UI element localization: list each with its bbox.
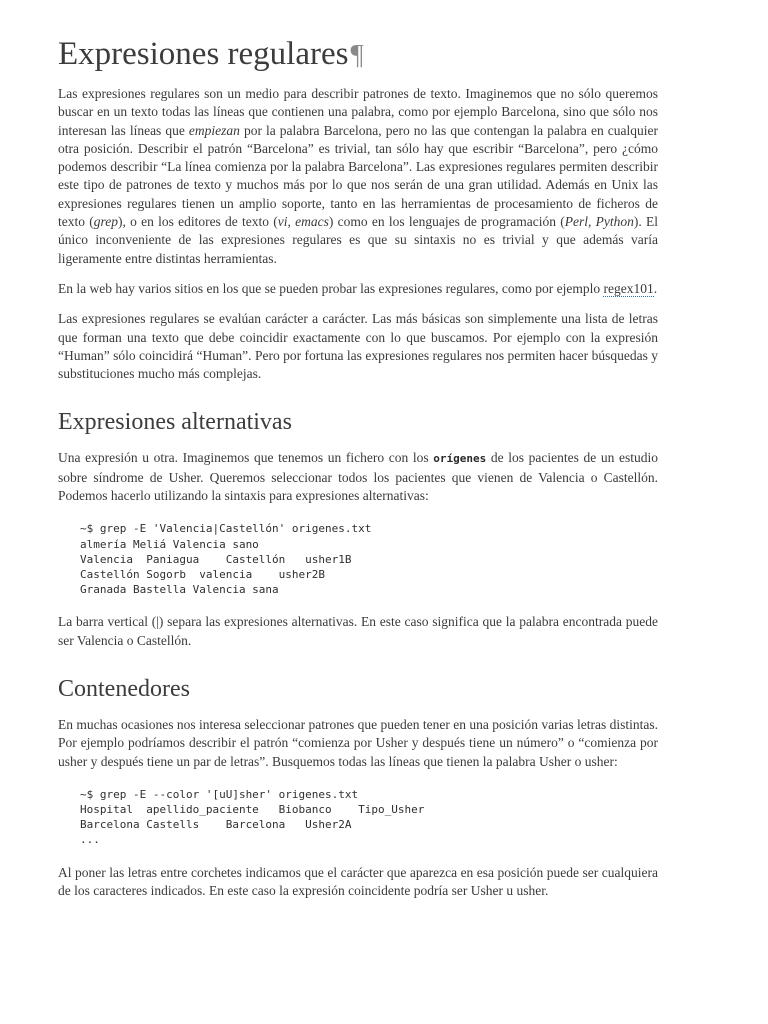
intro-paragraph-3: Las expresiones regulares se evalúan carácter a carácter. Las más básicas son simplemente una lista de letras que forman una texto que debe coincidir exactamente con lo que buscamos. Por ejemplo con la expresión “Human” sólo coincidirá “Human”. Pero por fortuna las expresiones regulares nos permiten hacer búsquedas y substituciones mucho más complejas. — [58, 311, 658, 382]
page-title — [58, 34, 658, 75]
code-block-contenedores: ~$ grep -E --color '[uU]sher' origenes.txt Hospital apellido_paciente Biobanco Tipo_Usher Barcelona Castells Barcelona Usher2A ... — [80, 787, 425, 847]
regex101-link[interactable]: regex101 — [603, 280, 654, 296]
alternativas-paragraph-1: Una expresión u otra. Imaginemos que tenemos un fichero con los orígenes de los pacientes de un estudio sobre síndrome de Usher. Queremos seleccionar todos los pacientes que vienen de Valencia o Castellón. Podemos hacerlo utilizando la sintaxis para expresiones alternativas: — [58, 450, 658, 504]
pilcrow-icon[interactable]: ¶ — [350, 39, 364, 71]
intro-paragraph-2: En la web hay varios sitios en los que se pueden probar las expresiones regulares, como por ejemplo regex101. — [58, 280, 658, 296]
intro-paragraph-1: Las expresiones regulares son un medio para describir patrones de texto. Imaginemos que no sólo queremos buscar en un texto todas las líneas que contienen una palabra, como por ejemplo Barcelona, sino que sólo nos interesan las líneas que empiezan por la palabra Barcelona, pero no las que contengan la palabra en cualquier otra posición. Describir el patrón “Barcelona” es trivial, tan sólo hay que escribir “Barcelona”, pero ¿cómo podemos describir “La línea comienza por la palabra Barcelona”. Las expresiones regulares permiten describir este tipo de patrones de texto y muchos más por lo que nos serán de una gran utilidad. Además en Unix las expresiones regulares tienen un amplio soporte, tanto en las herramientas de procesamiento de ficheros de texto (grep), o en los editores de texto (vi, emacs) como en los lenguajes de programación (Perl, Python). El único inconveniente de las expresiones regulares es que su sintaxis no es trivial y que además varía ligeramente entre distintas herramientas. — [58, 86, 659, 266]
contenedores-paragraph-1: En muchas ocasiones nos interesa seleccionar patrones que pueden tener en una posición varias letras distintas. Por ejemplo podríamos describir el patrón “comienza por Usher y después tiene un número” o “comienza por usher y después tiene un par de letras”. Busquemos todas las líneas que tienen la palabra Usher o usher: — [58, 716, 658, 769]
section-heading-alternativas: Expresiones alternativas — [58, 409, 292, 436]
inline-code-origenes: orígenes — [433, 452, 487, 466]
code-block-alternativas: ~$ grep -E 'Valencia|Castellón' origenes.txt almería Meliá Valencia sano Valencia Paniagua Castellón usher1B Castellón Sogorb valencia usher2B Granada Bastella Valencia sana — [80, 522, 372, 597]
contenedores-paragraph-2: Al poner las letras entre corchetes indicamos que el carácter que aparezca en esa posición puede ser cualquiera de los caracteres indicados. En este caso la expresión coincidente podría ser Usher u usher. — [58, 864, 658, 898]
page-title-text: Expresiones regulares — [58, 36, 349, 72]
section-heading-contenedores: Contenedores — [58, 675, 190, 702]
alternativas-paragraph-2: La barra vertical (|) separa las expresiones alternativas. En este caso significa que la palabra encontrada puede ser Valencia o Castellón. — [58, 614, 658, 648]
